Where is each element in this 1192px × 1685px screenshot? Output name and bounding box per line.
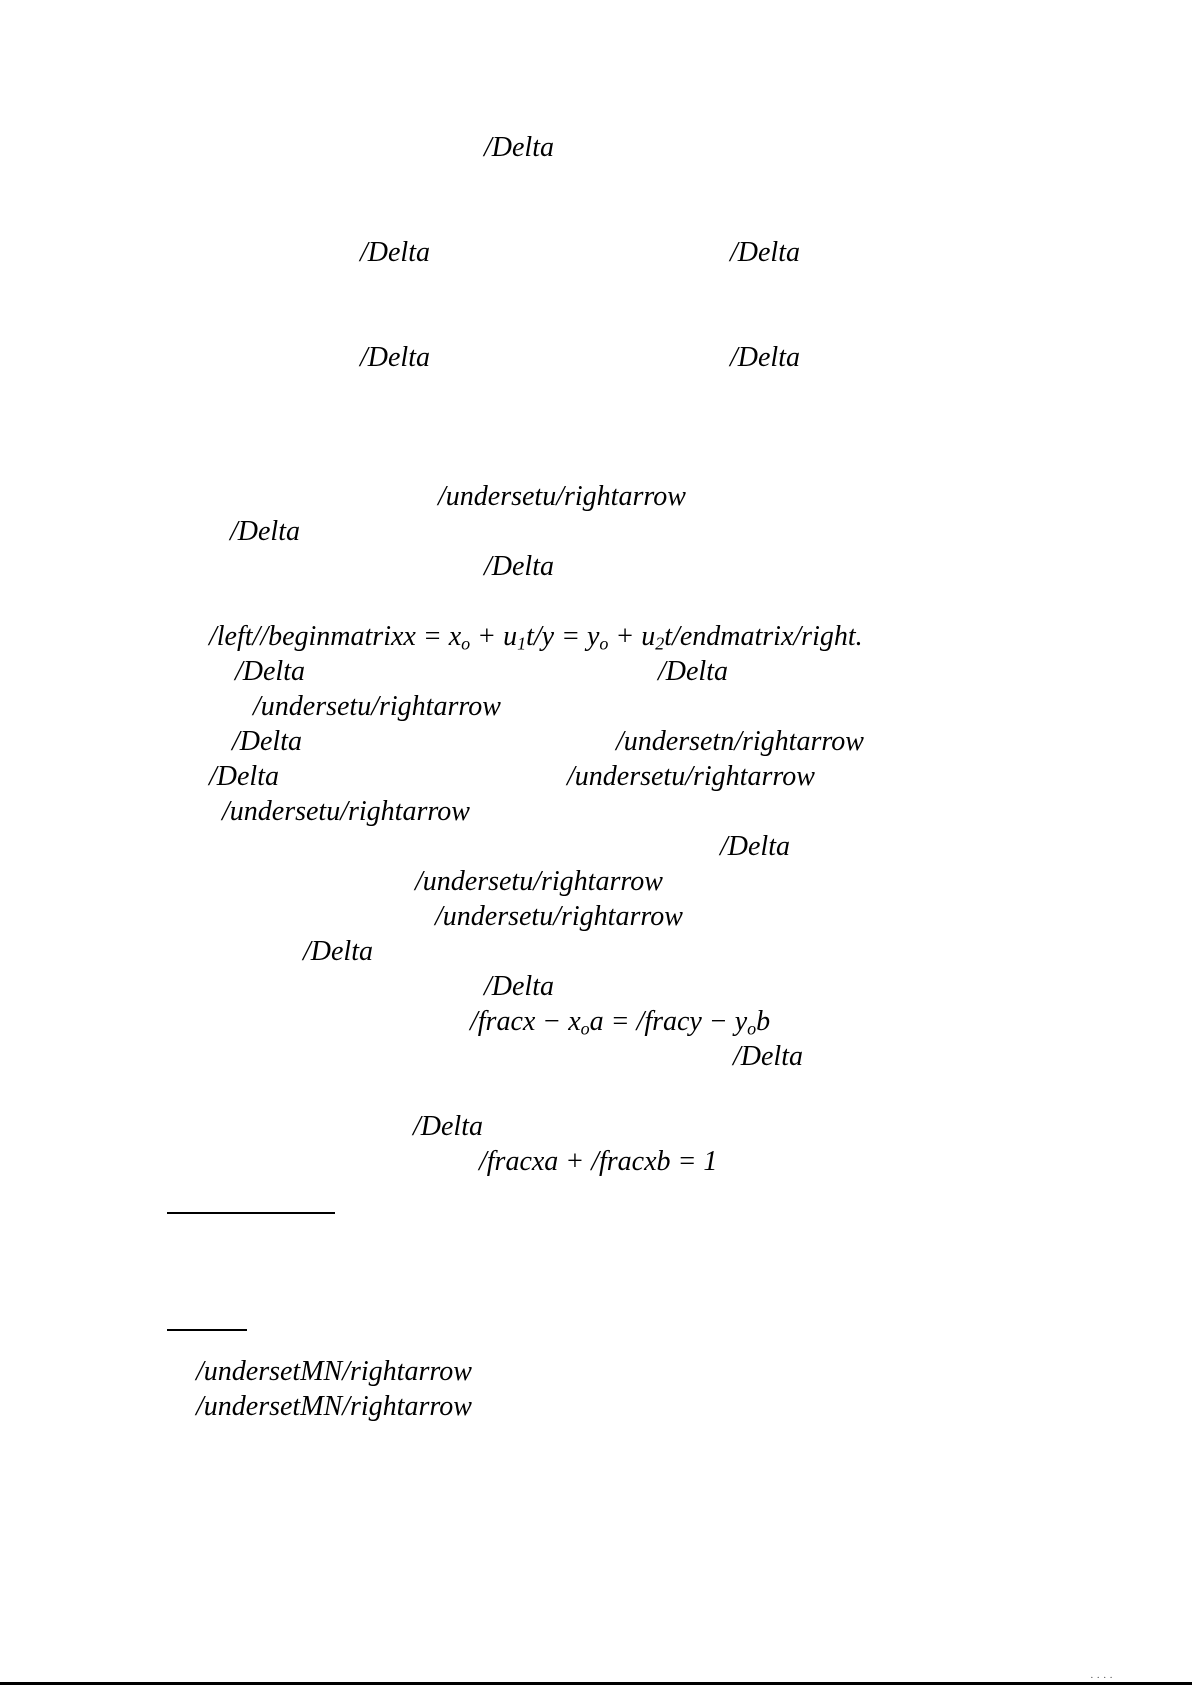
math-delta: /Delta xyxy=(209,761,279,792)
math-delta: /Delta xyxy=(484,551,554,582)
footnote-underset-mn-arrow: /undersetMN/rightarrow xyxy=(196,1391,472,1422)
footnote-underset-mn-arrow: /undersetMN/rightarrow xyxy=(196,1356,472,1387)
math-delta: /Delta xyxy=(720,831,790,862)
math-matrix-equation: /left//beginmatrixx = $x_o + u_1t/y = y_o$ + $u_2t/endmatrix$/right. xyxy=(209,621,863,654)
math-delta: /Delta xyxy=(360,342,430,373)
math-underset-u-arrow: /undersetu/rightarrow xyxy=(438,481,686,512)
math-delta: /Delta xyxy=(230,516,300,547)
math-delta: /Delta xyxy=(733,1041,803,1072)
math-delta: /Delta xyxy=(484,132,554,163)
math-delta: /Delta xyxy=(232,726,302,757)
footnote-separator-rule xyxy=(167,1329,247,1331)
math-delta: /Delta xyxy=(484,971,554,1002)
math-delta: /Delta xyxy=(730,237,800,268)
math-underset-u-arrow: /undersetu/rightarrow xyxy=(415,866,663,897)
page-footer-mark: · · · · xyxy=(1090,1672,1113,1684)
math-fraction-equation: /fracx − $x_oa$ = /fracy − $y_ob$ xyxy=(470,1006,771,1039)
math-delta: /Delta xyxy=(413,1111,483,1142)
math-delta: /Delta xyxy=(730,342,800,373)
math-intercept-equation: /fracxa + /fracxb = 1 xyxy=(479,1146,718,1177)
math-underset-u-arrow: /undersetu/rightarrow xyxy=(435,901,683,932)
math-delta: /Delta xyxy=(360,237,430,268)
math-delta: /Delta xyxy=(658,656,728,687)
math-underset-u-arrow: /undersetu/rightarrow xyxy=(567,761,815,792)
math-underset-u-arrow: /undersetu/rightarrow xyxy=(253,691,501,722)
section-separator-rule xyxy=(167,1212,335,1214)
math-delta: /Delta xyxy=(235,656,305,687)
math-delta: /Delta xyxy=(303,936,373,967)
math-underset-u-arrow: /undersetu/rightarrow xyxy=(222,796,470,827)
math-underset-n-arrow: /undersetn/rightarrow xyxy=(616,726,864,757)
